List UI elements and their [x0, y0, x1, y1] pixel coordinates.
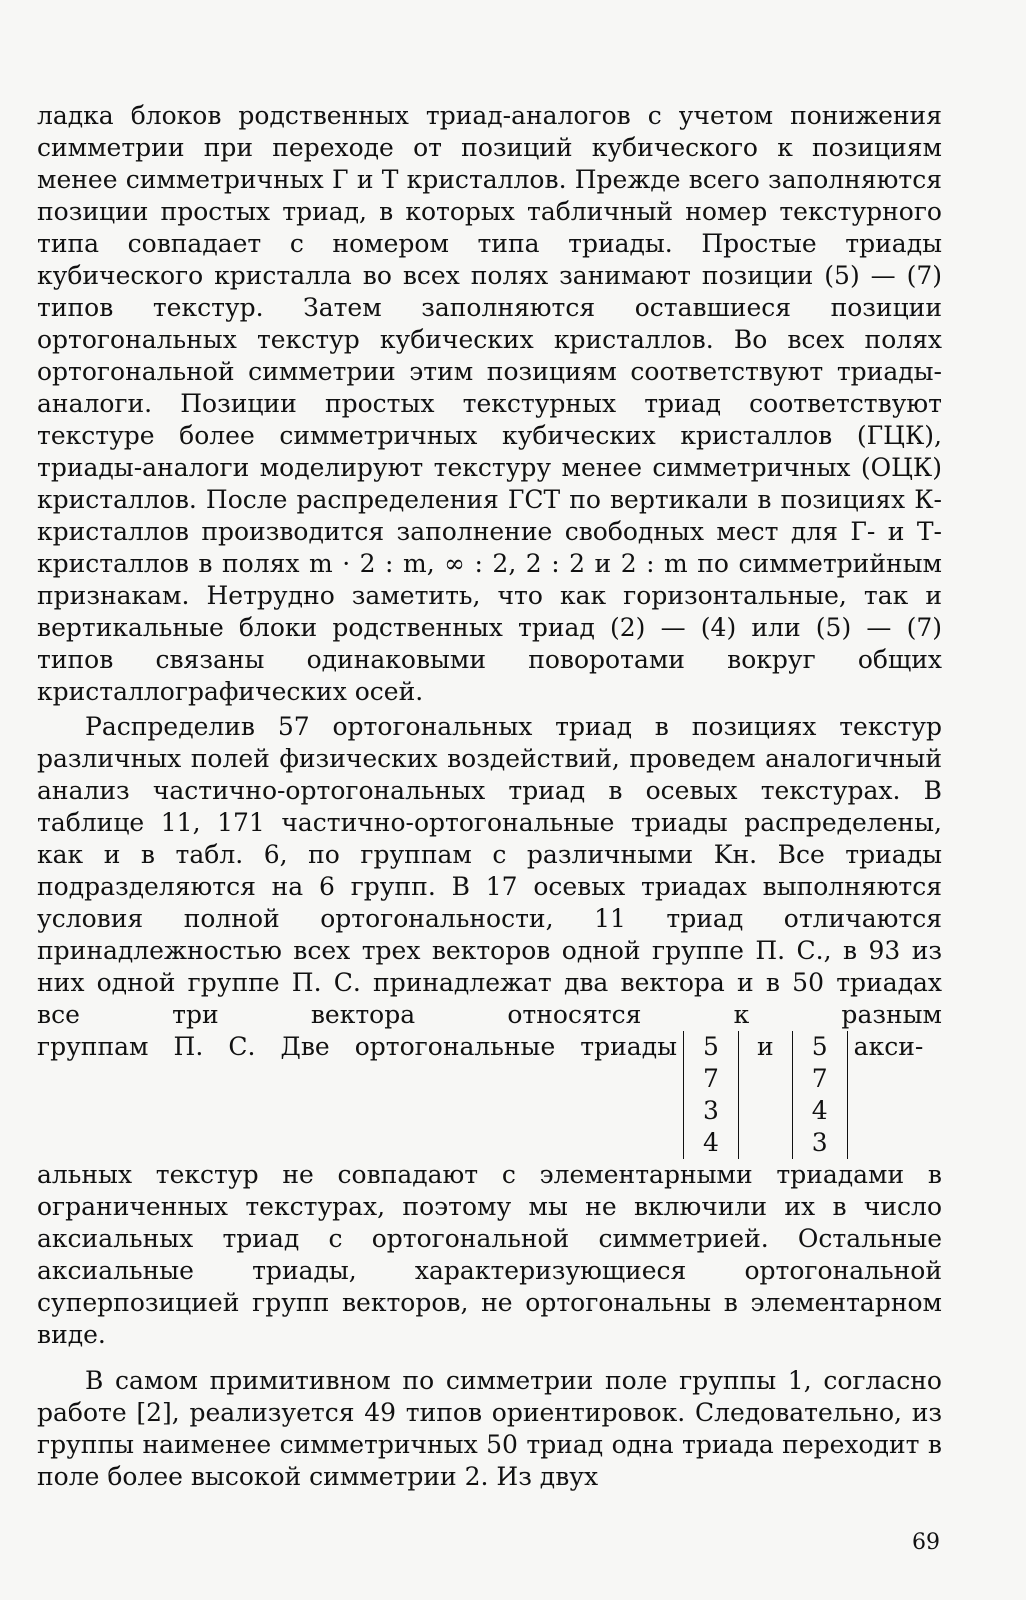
triad-column-1: [683, 1031, 739, 1159]
paragraph-1: ладка блоков родственных триад-аналогов с учетом понижения симметрии при переходе от позиций кубического к позициям менее симметричных Г и Т кристаллов. Прежде всего заполняются позиции простых триад, в которых табличный номер текстурного типа совпадает с номером типа триады. Простые триады кубического кристалла во всех полях занимают позиции (5) — (7) типов текстур. Затем заполняются оставшиеся позиции ортогональных текстур кубических кристаллов. Во всех полях ортогональной симметрии этим позициям соответствуют триады-аналоги. Позиции простых текстурных триад соответствуют текстуре более симметричных кубических кристаллов (ГЦК), триады-аналоги моделируют текстуру менее симметричных (ОЦК) кристаллов. После распределения ГСТ по вертикали в позициях К-кристаллов производится заполнение свободных мест для Г- и Т-кристаллов в полях m · 2 : m, ∞ : 2, 2 : 2 и 2 : m по симметрийным признакам. Нетрудно заметить, что как горизонтальные, так и вертикальные блоки родственных триад (2) — (4) или (5) — (7) типов связаны одинаковыми поворотами вокруг общих кристаллографических осей.: [37, 101, 942, 706]
page-number: 69: [912, 1530, 940, 1555]
triad-value: 7: [811, 1064, 828, 1093]
triad-conjunction: и: [757, 1032, 774, 1061]
paragraph-2: Распределив 57 ортогональных триад в позициях текстур различных полей физических воздействий, проведем аналогичный анализ частично-ортогональных триад в осевых текстурах. В таблице 11, 171 частично-ортогональные триады распределены, как и в табл. 6, по группам с различными Kн. Все триады подразделяются на 6 групп. В 17 осевых триадах выполняются условия полной ортогональности, 11 триад отличаются принадлежностью всех трех векторов одной группе П. С., в 93 из них одной группе П. С. принадлежат два вектора и в 50 триадах все три вектора относятся к разным: [37, 712, 942, 1029]
triad-row: [37, 1031, 942, 1159]
triad-value: 5: [811, 1032, 828, 1061]
triad-value: 7: [703, 1064, 719, 1093]
paragraph-4: В самом примитивном по симметрии поле группы 1, согласно работе [2], реализуется 49 типов ориентировок. Следовательно, из группы наименее симметричных 50 триад одна триада переходит в поле более высокой симметрии 2. Из двух: [37, 1366, 942, 1491]
triad-value: 4: [703, 1128, 719, 1157]
triad-tail: акси-: [853, 1032, 924, 1061]
paragraph-2-end: группам П. С. Две ортогональные триады: [37, 1032, 677, 1061]
triad-value: 3: [811, 1128, 828, 1157]
paragraph-3: альных текстур не совпадают с элементарными триадами в ограниченных текстурах, поэтому мы не включили их в число аксиальных триад с ортогональной симметрией. Остальные аксиальные триады, характеризующиеся ортогональной суперпозицией групп векторов, не ортогональны в элементарном виде.: [37, 1160, 942, 1349]
triad-value: 5: [703, 1032, 719, 1061]
body-text: [37, 100, 942, 1493]
triad-value: 4: [811, 1096, 828, 1125]
triad-column-2: [792, 1031, 848, 1159]
triad-value: 3: [703, 1096, 719, 1125]
